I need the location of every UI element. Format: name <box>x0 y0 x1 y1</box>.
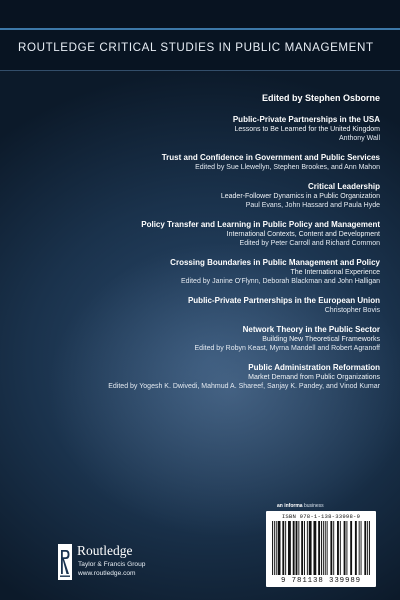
book-subtitle: International Contexts, Content and Development <box>226 231 380 238</box>
barcode-bar <box>296 521 298 575</box>
book-subtitle: Building New Theoretical Frameworks <box>262 336 380 343</box>
barcode-bar <box>359 521 360 575</box>
barcode-bar <box>293 521 295 575</box>
barcode-bar <box>285 521 286 575</box>
barcode-bar <box>333 521 334 575</box>
barcode-bars <box>270 521 372 577</box>
barcode-bar <box>288 521 291 575</box>
barcode-bar <box>337 521 339 575</box>
book-title: Network Theory in the Public Sector <box>242 325 380 334</box>
book-title: Crossing Boundaries in Public Management and Policy <box>170 258 380 267</box>
barcode-bar <box>278 521 281 575</box>
barcode-bar <box>364 521 366 575</box>
barcode-bar <box>298 521 299 575</box>
top-band <box>0 0 400 28</box>
book-entry <box>10 115 380 143</box>
publisher-url: www.routledge.com <box>78 570 136 577</box>
barcode-bar <box>369 521 370 575</box>
book-list <box>10 93 380 401</box>
informa-suffix: business <box>302 503 324 509</box>
book-title: Public-Private Partnerships in the European Union <box>187 296 380 305</box>
book-author: Anthony Wall <box>339 135 380 142</box>
informa-business-label <box>277 503 324 509</box>
informa-brand: an informa <box>277 503 303 509</box>
barcode-bar <box>282 521 284 575</box>
book-title: Public-Private Partnerships in the USA <box>232 115 380 124</box>
book-entry <box>10 153 380 172</box>
book-author: Edited by Sue Llewellyn, Stephen Brookes, and Ann Mahon <box>195 164 380 171</box>
book-subtitle: Leader-Follower Dynamics in a Public Organization <box>220 193 380 200</box>
series-title: ROUTLEDGE CRITICAL STUDIES IN PUBLIC MANAGEMENT <box>18 41 374 54</box>
barcode-bar <box>330 521 332 575</box>
barcode-bar <box>301 521 303 575</box>
barcode-bar <box>313 521 316 575</box>
barcode-bar <box>318 521 320 575</box>
barcode-bar <box>340 521 341 575</box>
book-author: Paul Evans, John Hassard and Paula Hyde <box>245 202 380 209</box>
barcode-bar <box>346 521 347 575</box>
book-entry <box>10 363 380 391</box>
book-author: Edited by Robyn Keast, Myrna Mandell and Robert Agranoff <box>194 345 380 352</box>
barcode-bar <box>361 521 362 575</box>
barcode-bar <box>367 521 368 575</box>
isbn-text: ISBN 978-1-138-33998-9 <box>281 513 361 520</box>
book-title: Public Administration Reformation <box>248 363 380 372</box>
book-entry <box>10 296 380 315</box>
barcode-bar <box>276 521 277 575</box>
barcode-bar <box>344 521 346 575</box>
book-subtitle: The International Experience <box>290 269 380 276</box>
barcode-number: 9 781138 339989 <box>280 577 362 585</box>
book-author: Edited by Peter Carroll and Richard Common <box>239 240 380 247</box>
book-entry <box>10 220 380 248</box>
barcode-bar <box>309 521 312 575</box>
book-entry <box>10 325 380 353</box>
barcode-bar <box>327 521 328 575</box>
barcode-bar <box>350 521 352 575</box>
book-title: Critical Leadership <box>307 182 380 191</box>
book-title: Trust and Confidence in Government and Public Services <box>161 153 380 162</box>
book-entry <box>10 258 380 286</box>
series-editor: Edited by Stephen Osborne <box>261 93 380 103</box>
barcode-bar <box>304 521 305 575</box>
publisher-group: Taylor & Francis Group <box>78 561 146 568</box>
book-author: Edited by Yogesh K. Dwivedi, Mahmud A. Shareef, Sanjay K. Pandey, and Vinod Kumar <box>108 383 380 390</box>
publisher-name: Routledge <box>77 543 133 558</box>
book-entry <box>10 182 380 210</box>
barcode-bar <box>321 521 322 575</box>
book-subtitle: Lessons to Be Learned for the United Kingdom <box>234 126 380 133</box>
barcode-bar <box>323 521 324 575</box>
book-author: Christopher Bovis <box>324 307 380 314</box>
barcode-bar <box>355 521 357 575</box>
barcode-bar <box>274 521 275 575</box>
book-title: Policy Transfer and Learning in Public Policy and Management <box>141 220 380 229</box>
book-author: Edited by Janine O'Flynn, Deborah Blackman and John Halligan <box>180 278 380 285</box>
barcode-box <box>266 511 376 587</box>
series-divider <box>0 70 400 71</box>
barcode-bar <box>325 521 326 575</box>
routledge-r-logo-icon <box>58 544 72 580</box>
publisher-logo <box>58 541 258 581</box>
barcode-bar <box>307 521 308 575</box>
book-subtitle: Market Demand from Public Organizations <box>248 374 380 381</box>
barcode-bar <box>272 521 273 575</box>
